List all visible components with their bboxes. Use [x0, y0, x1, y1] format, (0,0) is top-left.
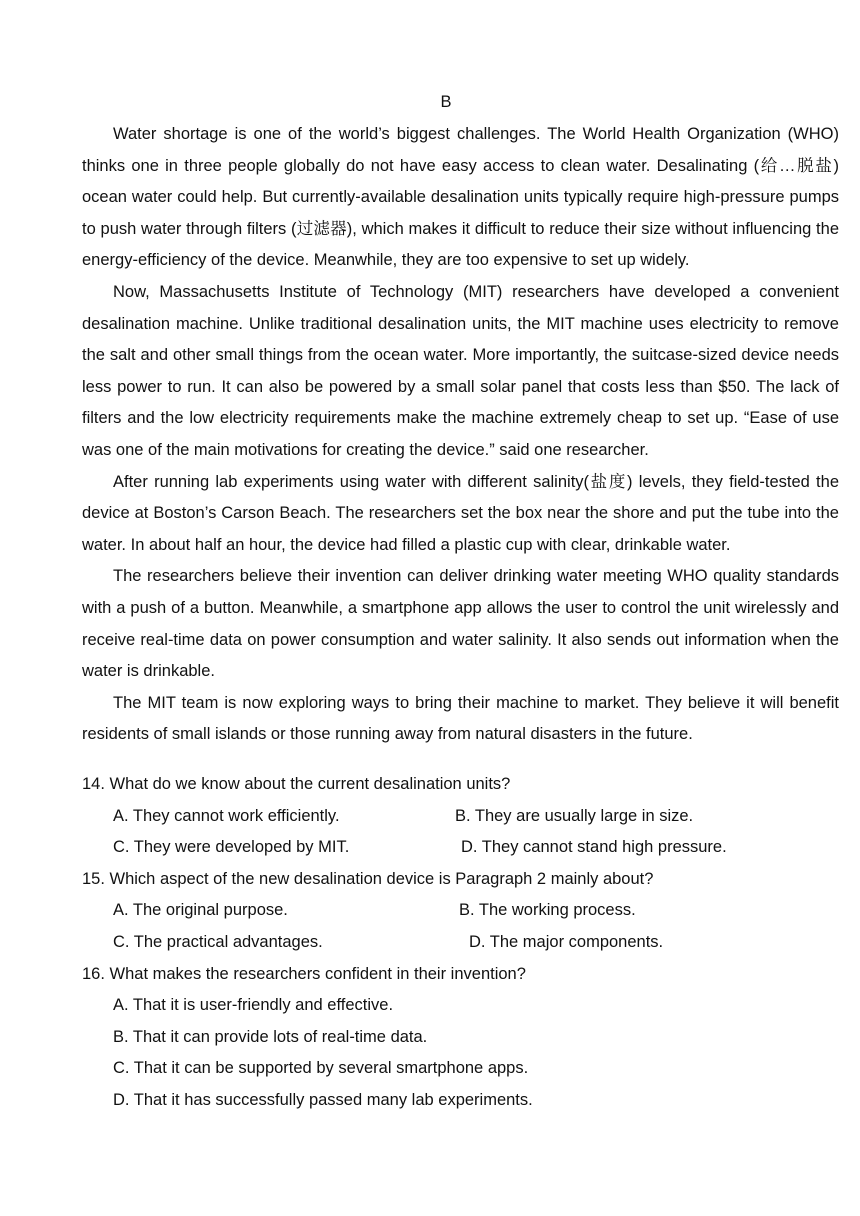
option-a: A. They cannot work efficiently. [113, 806, 340, 825]
option-a: A. That it is user-friendly and effective. [113, 996, 394, 1015]
question-stem: 16. What makes the researchers confident in their invention? [82, 964, 526, 983]
section-label: B [440, 93, 452, 111]
question-16 [82, 959, 842, 1117]
passage-paragraph-3: After running lab experiments using water with different salinity(盐度) levels, they field-tested the device at Boston’s Carson Beach. The researchers set the box near the shore and put the tube into the water. In about half an hour, the device had filled a plastic cup with clear, drinkable water. [82, 472, 839, 554]
option-b: B. The working process. [459, 901, 636, 920]
option-row [82, 927, 842, 959]
passage-paragraph-2: Now, Massachusetts Institute of Technology (MIT) researchers have developed a convenient desalination machine. Unlike traditional desalination units, the MIT machine uses electricity to remove the salt and other small things from the ocean water. More importantly, the suitcase-sized device needs less power to run. It can also be powered by a small solar panel that costs less than $50. The lack of filters and the low electricity requirements make the machine extremely cheap to set up. “Ease of use was one of the main motivations for creating the device.” said one researcher. [82, 282, 839, 459]
option-d: D. The major components. [469, 932, 664, 951]
option-row [82, 895, 842, 927]
question-stem: 15. Which aspect of the new desalination device is Paragraph 2 mainly about? [82, 869, 654, 888]
option-b: B. They are usually large in size. [455, 806, 694, 825]
passage-paragraph-4: The researchers believe their invention can deliver drinking water meeting WHO quality standards with a push of a button. Meanwhile, a smartphone app allows the user to control the unit wirelessly and receive real-time data on power consumption and water salinity. It also sends out information when the water is drinkable. [82, 567, 839, 681]
question-14 [82, 769, 842, 864]
option-c: C. The practical advantages. [113, 932, 323, 951]
option-a: A. The original purpose. [113, 901, 288, 920]
option-d: D. They cannot stand high pressure. [461, 838, 727, 857]
question-list [82, 769, 842, 1117]
option-b: B. That it can provide lots of real-time data. [113, 1027, 428, 1046]
reading-passage [82, 119, 839, 751]
question-stem: 14. What do we know about the current desalination units? [82, 775, 511, 793]
option-c: C. They were developed by MIT. [113, 838, 350, 857]
option-c: C. That it can be supported by several smartphone apps. [113, 1059, 529, 1078]
option-row [82, 832, 842, 864]
passage-paragraph-5: The MIT team is now exploring ways to bring their machine to market. They believe it will benefit residents of small islands or those running away from natural disasters in the future. [82, 693, 839, 744]
option-row [82, 801, 842, 833]
question-15 [82, 864, 842, 959]
passage-paragraph-1: Water shortage is one of the world’s biggest challenges. The World Health Organization (WHO) thinks one in three people globally do not have easy access to clean water. Desalinating (给…脱盐) ocean water could help. But currently-available desalination units typically require high-pressure pumps to push water through filters (过滤器), which makes it difficult to reduce their size without influencing the energy-efficiency of the device. Meanwhile, they are too expensive to set up widely. [82, 125, 839, 270]
option-d: D. That it has successfully passed many lab experiments. [113, 1090, 533, 1109]
